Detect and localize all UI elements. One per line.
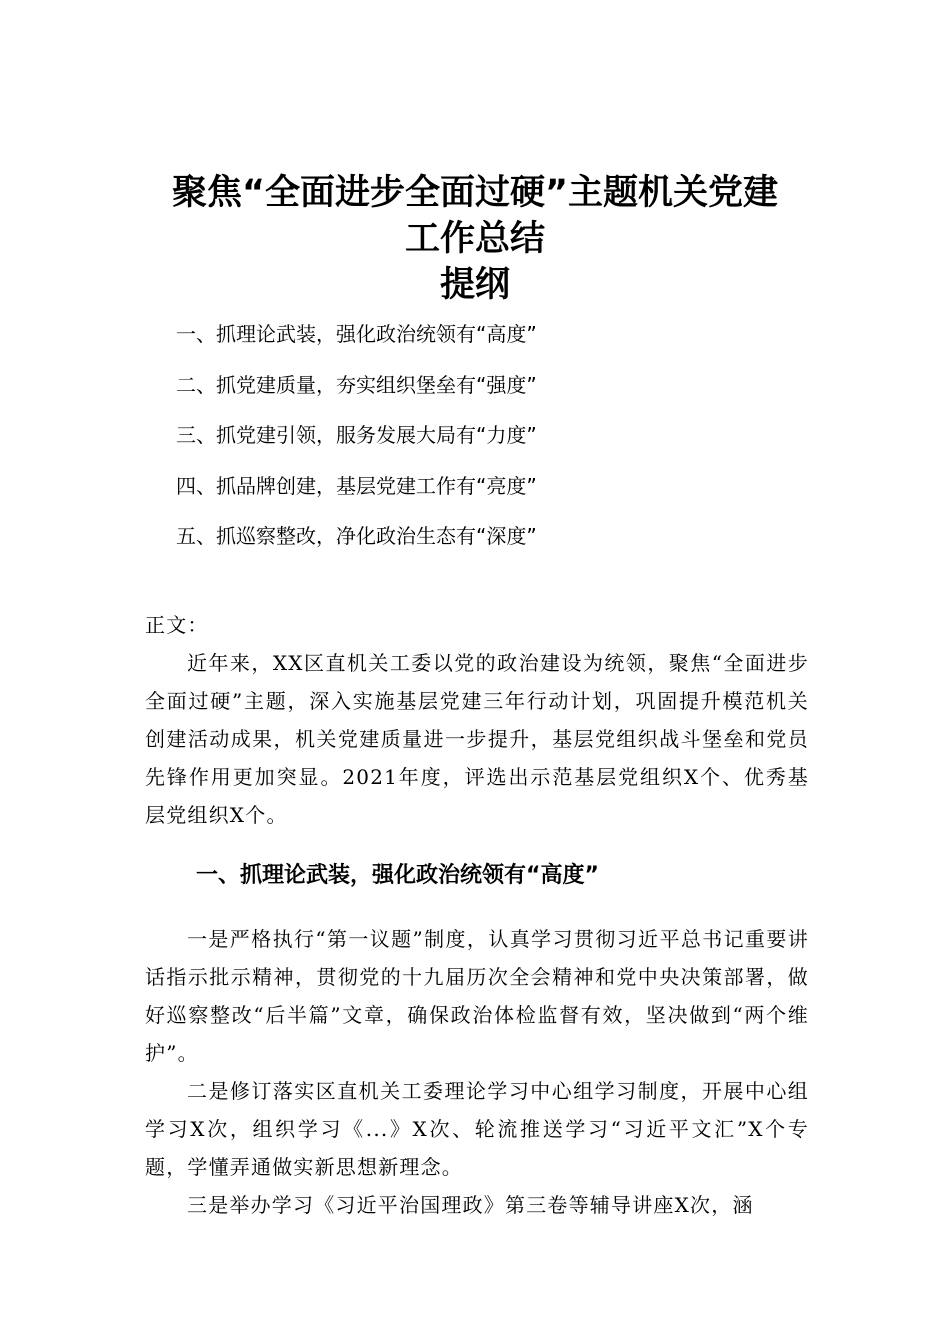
document-title-line-1: 聚焦“全面进步全面过硬”主题机关党建 — [171, 173, 778, 213]
outline-item: 二、抓党建质量，夯实组织堡垒有“强度” — [176, 372, 537, 397]
outline-item: 五、抓巡察整改，净化政治生态有“深度” — [176, 524, 537, 548]
outline-item: 四、抓品牌创建，基层党建工作有“亮度” — [176, 473, 537, 498]
outline-item: 三、抓党建引领，服务发展大局有“力度” — [176, 423, 537, 447]
outline-item: 一、抓理论武装，强化政治统领有“高度” — [176, 322, 537, 346]
document-title-line-3: 提纲 — [439, 265, 510, 305]
body-paragraph: 二是修订落实区直机关工委理论学习中心组学习制度，开展中心组学习X次，组织学习《...》X次、轮流推送学习“习近平文汇”X个专题，学懂弄通做实新思想新理念。 — [145, 1079, 809, 1179]
section-heading: 一、抓理论武装，强化政治统领有“高度” — [196, 863, 599, 888]
body-paragraph: 三是举办学习《习近平治国理政》第三卷等辅导讲座X次，涵 — [187, 1193, 754, 1217]
body-label: 正文： — [145, 613, 209, 637]
outline-list — [176, 316, 537, 569]
body-paragraph: 一是严格执行“第一议题”制度，认真学习贯彻习近平总书记重要讲话指示批示精神，贯彻党的十九届历次全会精神和党中央决策部署，做好巡察整改“后半篇”文章，确保政治体检监督有效，坚决做到“两个维护”。 — [145, 927, 809, 1065]
document-title-line-2: 工作总结 — [404, 219, 545, 259]
intro-paragraph: 近年来，XX区直机关工委以党的政治建设为统领，聚焦“全面进步全面过硬”主题，深入实施基层党建三年行动计划，巩固提升模范机关创建活动成果，机关党建质量进一步提升，基层党组织战斗堡垒和党员先锋作用更加突显。2021年度，评选出示范基层党组织X个、优秀基层党组织X个。 — [145, 651, 809, 827]
